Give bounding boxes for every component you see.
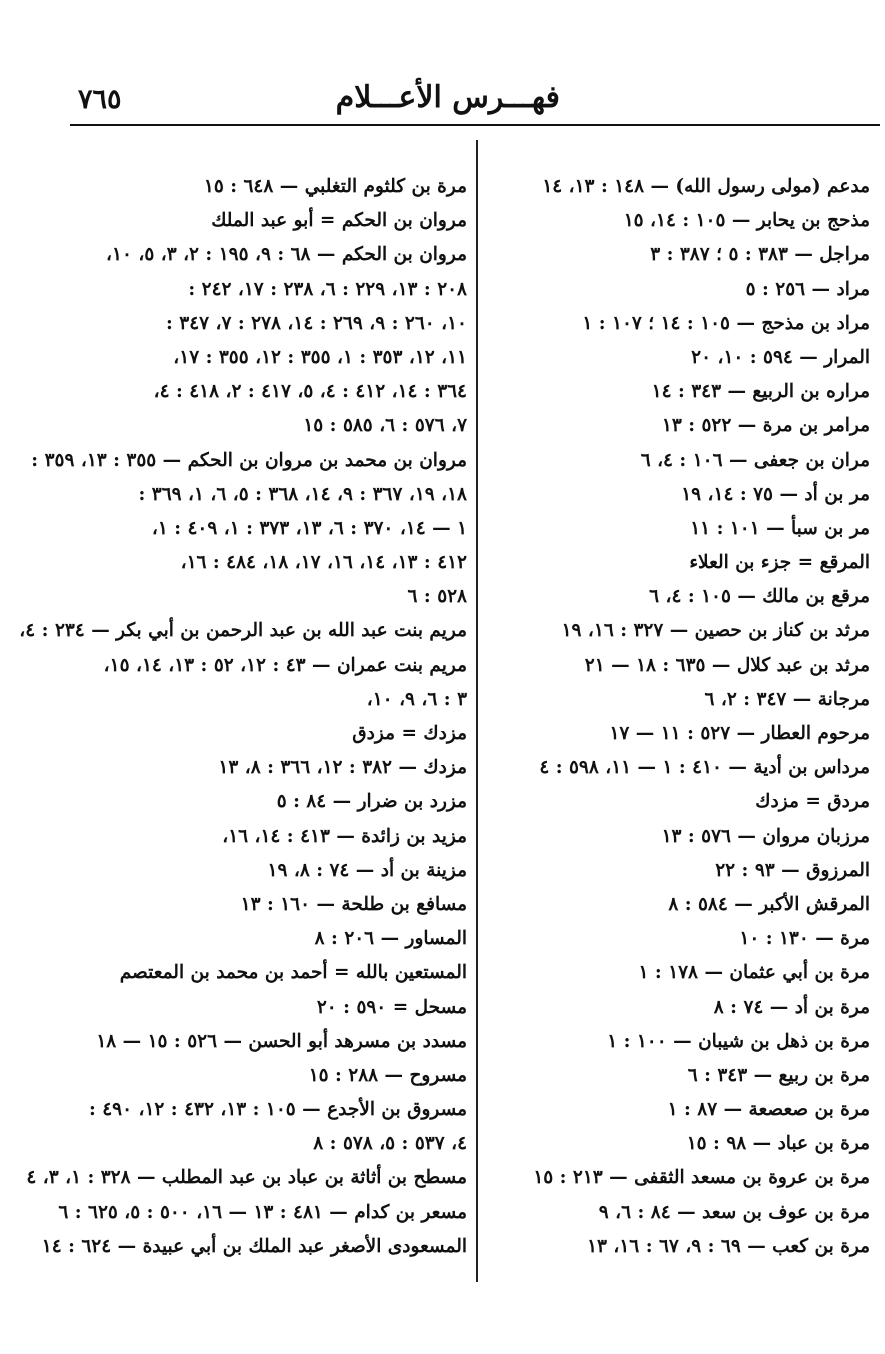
index-entry: مروان بن محمد بن مروان بن الحكم — ٣٥٥ : ١٣، ٣٥٩ :: [31, 449, 467, 471]
index-column-right: [495, 170, 870, 1264]
index-entry: ٧، ٥٧٦ : ٦، ٥٨٥ : ١٥: [303, 415, 467, 437]
index-entry: مريم بنت عمران — ٤٣ : ١٢، ٥٢ : ١٣، ١٤، ١٥،: [103, 654, 467, 676]
index-entry: مدعم (مولى رسول الله) — ١٤٨ : ١٣، ١٤: [542, 176, 870, 197]
index-entry: مر بن أد — ٧٥ : ١٤، ١٩: [681, 483, 870, 505]
index-entry: مزرد بن ضرار — ٨٤ : ٥: [276, 791, 467, 813]
index-entry: مروان بن الحكم = أبو عبد الملك: [211, 210, 467, 232]
index-entry: مرة — ١٣٠ : ١٠: [739, 928, 870, 950]
index-entry: مراد بن مذحج — ١٠٥ : ١٤ ؛ ١٠٧ : ١: [582, 312, 870, 334]
index-entry: مران بن جعفى — ١٠٦ : ٤، ٦: [640, 449, 870, 471]
index-entry: المرقع = جزء بن العلاء: [689, 552, 870, 574]
index-entry: المسعودى الأصغر عبد الملك بن أبي عبيدة — ٦٢٤ : ١٤: [41, 1235, 467, 1257]
index-entry: مروان بن الحكم — ٦٨ : ٩، ١٩٥ : ٢، ٣، ٥، ١٠،: [106, 244, 467, 266]
index-entry: مسعر بن كدام — ٤٨١ : ١٣ — ١٦، ٥٠٠ : ٥، ٦٢٥ : ٦: [58, 1201, 467, 1223]
index-entry: ٤، ٥٣٧ : ٥، ٥٧٨ : ٨: [313, 1133, 467, 1155]
index-entry: مسافع بن طلحة — ١٦٠ : ١٣: [240, 893, 467, 915]
index-entry: ١١، ١٢، ٣٥٣ : ١، ٣٥٥ : ١٢، ٣٥٥ : ١٧،: [173, 346, 467, 368]
index-entry: مسحل = ٥٩٠ : ٢٠: [316, 996, 467, 1018]
index-entry: مرة بن ربيع — ٣٤٣ : ٦: [687, 1064, 870, 1086]
header-rule: [70, 124, 880, 126]
index-entry: مريم بنت عبد الله بن عبد الرحمن بن أبي بكر — ٢٣٤ : ٤،: [19, 620, 467, 642]
index-entry: مذحج بن يحابر — ١٠٥ : ١٤، ١٥: [623, 210, 870, 232]
index-entry: ١٠، ٢٦٠ : ٩، ٢٦٩ : ١٤، ٢٧٨ : ٧، ٣٤٧ :: [166, 312, 467, 334]
column-divider: [476, 140, 478, 1282]
index-entry: مرة بن أبي عثمان — ١٧٨ : ١: [638, 962, 870, 984]
index-entry: ١ — ١٤، ٣٧٠ : ٦، ١٣، ٣٧٣ : ١، ٤٠٩ : ١،: [151, 517, 467, 539]
index-entry: مزدك — ٣٨٢ : ١٢، ٣٦٦ : ٨، ١٣: [218, 757, 467, 779]
index-entry: مرة بن ذهل بن شيبان — ١٠٠ : ١: [607, 1030, 870, 1052]
index-entry: مرقع بن مالك — ١٠٥ : ٤، ٦: [649, 586, 870, 608]
index-entry: ٥٢٨ : ٦: [407, 586, 467, 608]
index-entry: مرة بن كعب — ٦٩ : ٩، ٦٧ : ١٦، ١٣: [587, 1235, 870, 1257]
index-entry: مرداس بن أدية — ٤١٠ : ١ — ١١، ٥٩٨ : ٤: [539, 757, 870, 779]
index-entry: مسروق بن الأجدع — ١٠٥ : ١٣، ٤٣٢ : ١٢، ٤٩٠ :: [88, 1099, 467, 1121]
index-entry: مرة بن صعصعة — ٨٧ : ١: [667, 1099, 870, 1121]
index-entry: مسطح بن أثاثة بن عباد بن عبد المطلب — ٣٢٨ : ١، ٣، ٤: [26, 1167, 467, 1189]
index-entry: ٣٦٤ : ١٤، ٤١٢ : ٤، ٥، ٤١٧ : ٢، ٤١٨ : ٤،: [153, 381, 467, 403]
index-entry: المساور — ٢٠٦ : ٨: [314, 928, 467, 950]
index-entry: مرة بن عباد — ٩٨ : ١٥: [686, 1133, 870, 1155]
index-entry: مرة بن عوف بن سعد — ٨٤ : ٦، ٩: [598, 1201, 870, 1223]
index-entry: مراد — ٢٥٦ : ٥: [745, 278, 870, 300]
index-entry: مزيد بن زائدة — ٤١٣ : ١٤، ١٦،: [222, 825, 467, 847]
index-entry: المرار — ٥٩٤ : ١٠، ٢٠: [691, 346, 870, 368]
index-entry: مزينة بن أد — ٧٤ : ٨، ١٩: [267, 859, 467, 881]
index-entry: مرزبان مروان — ٥٧٦ : ١٣: [661, 825, 870, 847]
index-entry: مرة بن كلثوم التغلبي — ٦٤٨ : ١٥: [203, 176, 467, 197]
index-entry: المستعين بالله = أحمد بن محمد بن المعتصم: [119, 962, 467, 984]
index-entry: مرامر بن مرة — ٥٢٢ : ١٣: [661, 415, 870, 437]
index-entry: ٢٠٨ : ١٣، ٢٢٩ : ٦، ٢٣٨ : ١٧، ٢٤٢ :: [188, 278, 467, 300]
index-entry: مزدك = مزدق: [352, 723, 467, 744]
index-entry: مرحوم العطار — ٥٢٧ : ١١ — ١٧: [609, 723, 870, 744]
index-entry: مسدد بن مسرهد أبو الحسن — ٥٢٦ : ١٥ — ١٨: [96, 1030, 467, 1052]
index-entry: مرثد بن كناز بن حصين — ٣٢٧ : ١٦، ١٩: [561, 620, 870, 642]
index-entry: مرجانة — ٣٤٧ : ٢، ٦: [704, 688, 870, 710]
index-entry: ١٨، ١٩، ٣٦٧ : ٩، ١٤، ٣٦٨ : ٥، ٦، ١، ٣٦٩ :: [138, 483, 467, 505]
index-entry: مراجل — ٣٨٣ : ٥ ؛ ٣٨٧ : ٣: [650, 244, 870, 266]
index-entry: مر بن سبأ — ١٠١ : ١١: [690, 517, 870, 539]
page-title: فهـــرس الأعـــلام: [335, 80, 560, 115]
index-entry: ٤١٢ : ١٣، ١٤، ١٦، ١٧، ١٨، ٤٨٤ : ١٦،: [180, 552, 467, 574]
index-column-left: [19, 170, 467, 1264]
index-entry: مرة بن عروة بن مسعد الثقفى — ٢١٣ : ١٥: [533, 1167, 870, 1189]
index-entry: مراره بن الربيع — ٣٤٣ : ١٤: [651, 381, 870, 403]
index-entry: المرقش الأكبر — ٥٨٤ : ٨: [668, 893, 870, 915]
index-entry: مسروح — ٢٨٨ : ١٥: [308, 1064, 467, 1086]
index-entry: مرة بن أد — ٧٤ : ٨: [713, 996, 870, 1018]
page-number: ٧٦٥: [78, 84, 122, 115]
index-entry: مردق = مزدك: [755, 791, 870, 813]
index-entry: المرزوق — ٩٣ : ٢٢: [715, 859, 870, 881]
index-entry: ٣ : ٦، ٩، ١٠،: [366, 688, 467, 710]
index-entry: مرثد بن عبد كلال — ٦٣٥ : ١٨ — ٢١: [584, 654, 870, 676]
